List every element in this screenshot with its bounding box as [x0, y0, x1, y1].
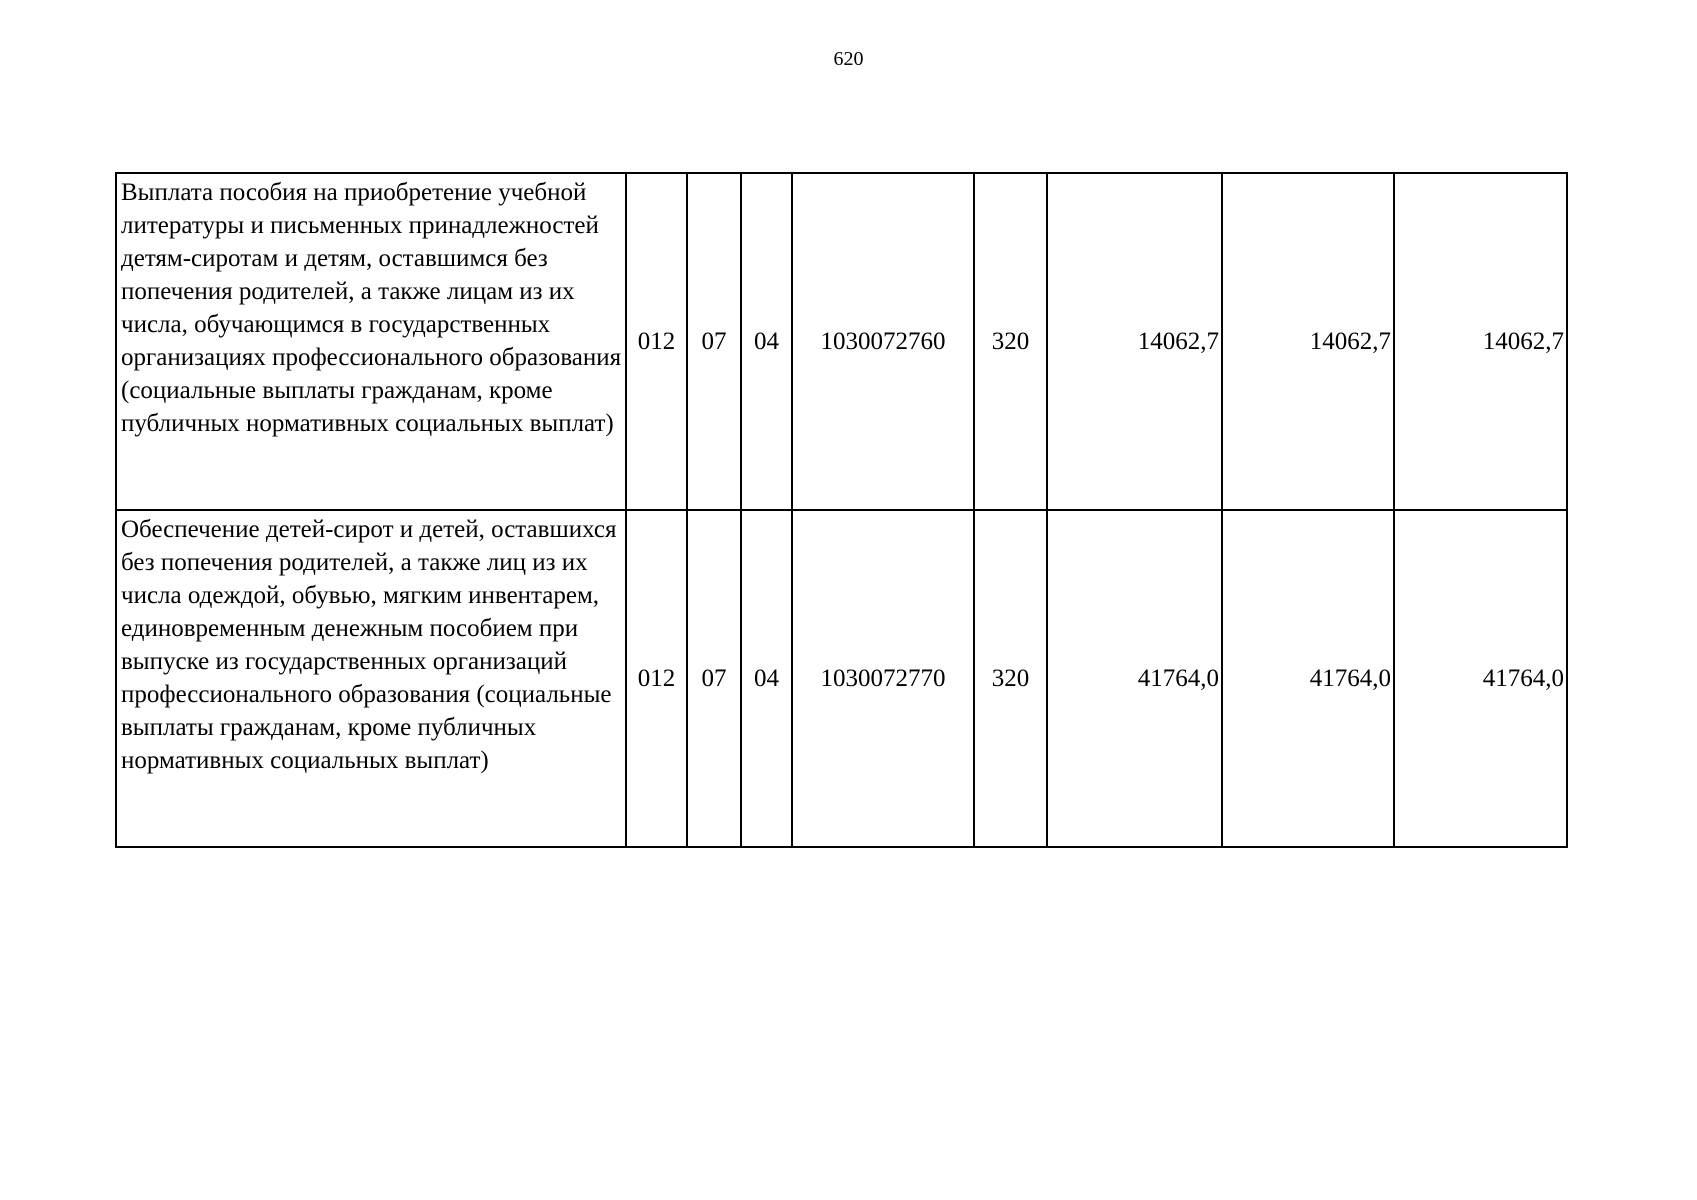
amount-2: 14062,7 [1222, 173, 1394, 510]
target-article-code: 1030072770 [792, 510, 974, 847]
subsection-code: 04 [741, 173, 792, 510]
expense-type-code: 320 [974, 173, 1047, 510]
amount-3: 41764,0 [1394, 510, 1567, 847]
amount-3: 14062,7 [1394, 173, 1567, 510]
amount-1: 14062,7 [1047, 173, 1222, 510]
section-code: 07 [687, 510, 741, 847]
table-row [116, 510, 1567, 847]
page-number: 620 [833, 48, 864, 70]
ministry-code: 012 [626, 173, 687, 510]
amount-2: 41764,0 [1222, 510, 1394, 847]
section-code: 07 [687, 173, 741, 510]
target-article-code: 1030072760 [792, 173, 974, 510]
budget-table [115, 172, 1568, 848]
expense-type-code: 320 [974, 510, 1047, 847]
ministry-code: 012 [626, 510, 687, 847]
table-row [116, 173, 1567, 510]
subsection-code: 04 [741, 510, 792, 847]
row-description: Обеспечение детей-сирот и детей, оставшихся без попечения родителей, а также лиц из их числа одеждой, обувью, мягким инвентарем, единовременным денежным пособием при выпуске из государственных организаций профессионального образования (социальные выплаты гражданам, кроме публичных нормативных социальных выплат) [116, 510, 626, 847]
amount-1: 41764,0 [1047, 510, 1222, 847]
row-description: Выплата пособия на приобретение учебной литературы и письменных принадлежностей детям-сиротам и детям, оставшимся без попечения родителей, а также лицам из их числа, обучающимся в государственных организациях профессионального образования (социальные выплаты гражданам, кроме публичных нормативных социальных выплат) [116, 173, 626, 510]
